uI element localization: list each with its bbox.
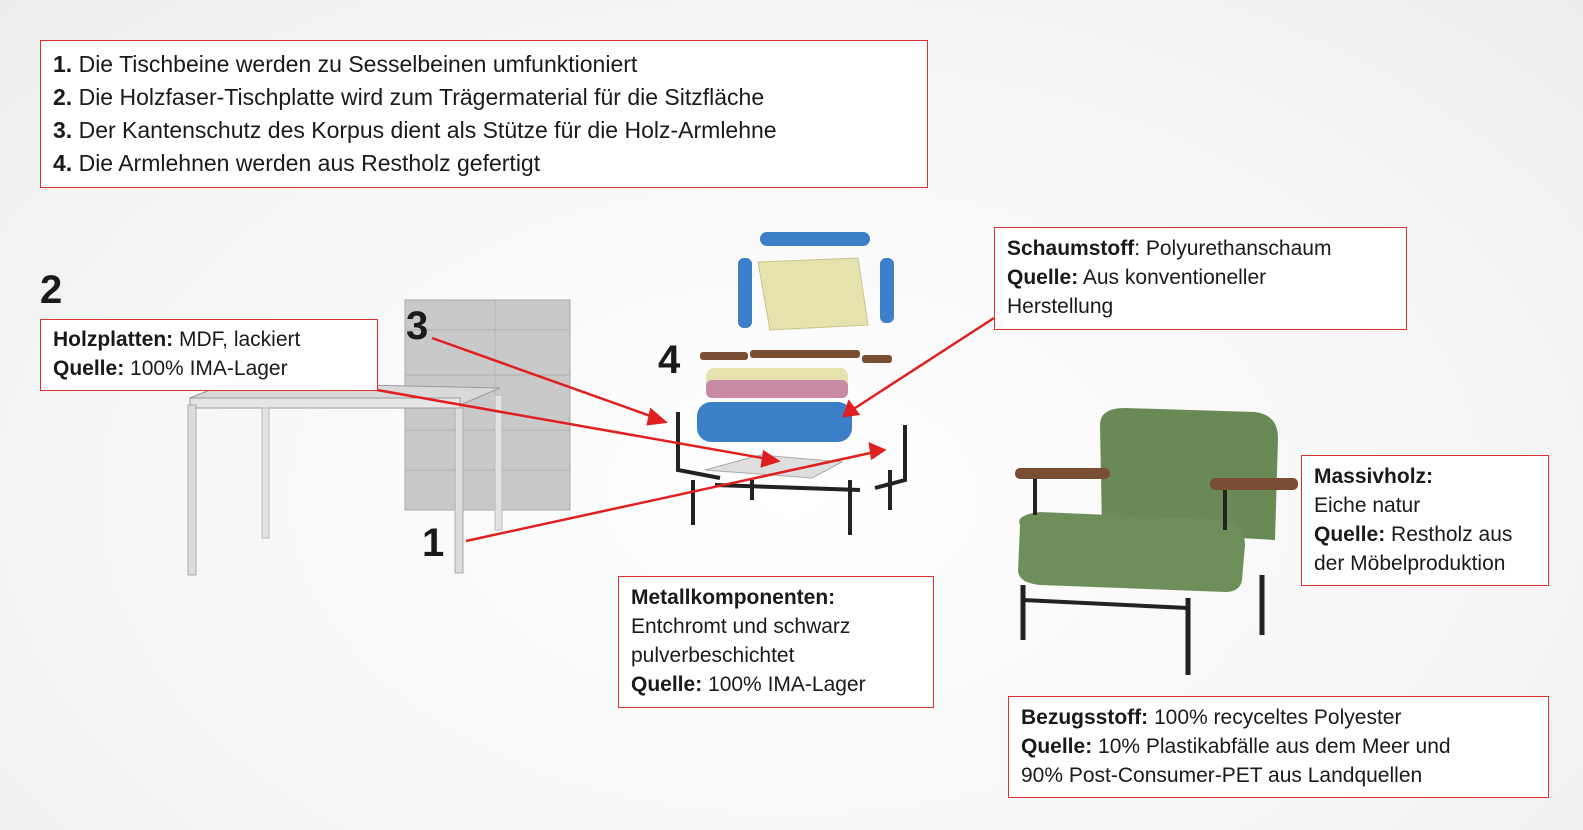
steps-box [40,40,928,188]
bezug-callout: Bezugsstoff: 100% recyceltes Polyester Quelle: 10% Plastikabfälle aus dem Meer und 90% Post-Consumer-PET aus Landquellen [1008,696,1549,798]
marker-2: 2 [40,268,63,312]
exploded-chair-illustration [678,232,905,535]
step-2: 2. Die Holzfaser-Tischplatte wird zum Trägermaterial für die Sitzfläche [53,84,765,110]
armchair-illustration [1015,408,1298,675]
schaumstoff-callout: Schaumstoff: Polyurethanschaum Quelle: Aus konventioneller Herstellung [994,227,1407,330]
step-4: 4. Die Armlehnen werden aus Restholz gefertigt [53,150,541,176]
marker-3: 3 [406,304,429,348]
metall-callout: Metallkomponenten: Entchromt und schwarz pulverbeschichtet Quelle: 100% IMA-Lager [618,576,934,708]
step-1: 1. Die Tischbeine werden zu Sesselbeinen umfunktioniert [53,51,638,77]
holzplatten-callout: Holzplatten: MDF, lackiert Quelle: 100% IMA-Lager [40,319,378,391]
step-3: 3. Der Kantenschutz des Korpus dient als Stütze für die Holz-Armlehne [53,117,777,143]
marker-1: 1 [422,521,445,565]
marker-4: 4 [658,338,681,382]
massivholz-callout: Massivholz: Eiche natur Quelle: Restholz aus der Möbelproduktion [1301,455,1549,586]
table-illustration [188,382,502,575]
